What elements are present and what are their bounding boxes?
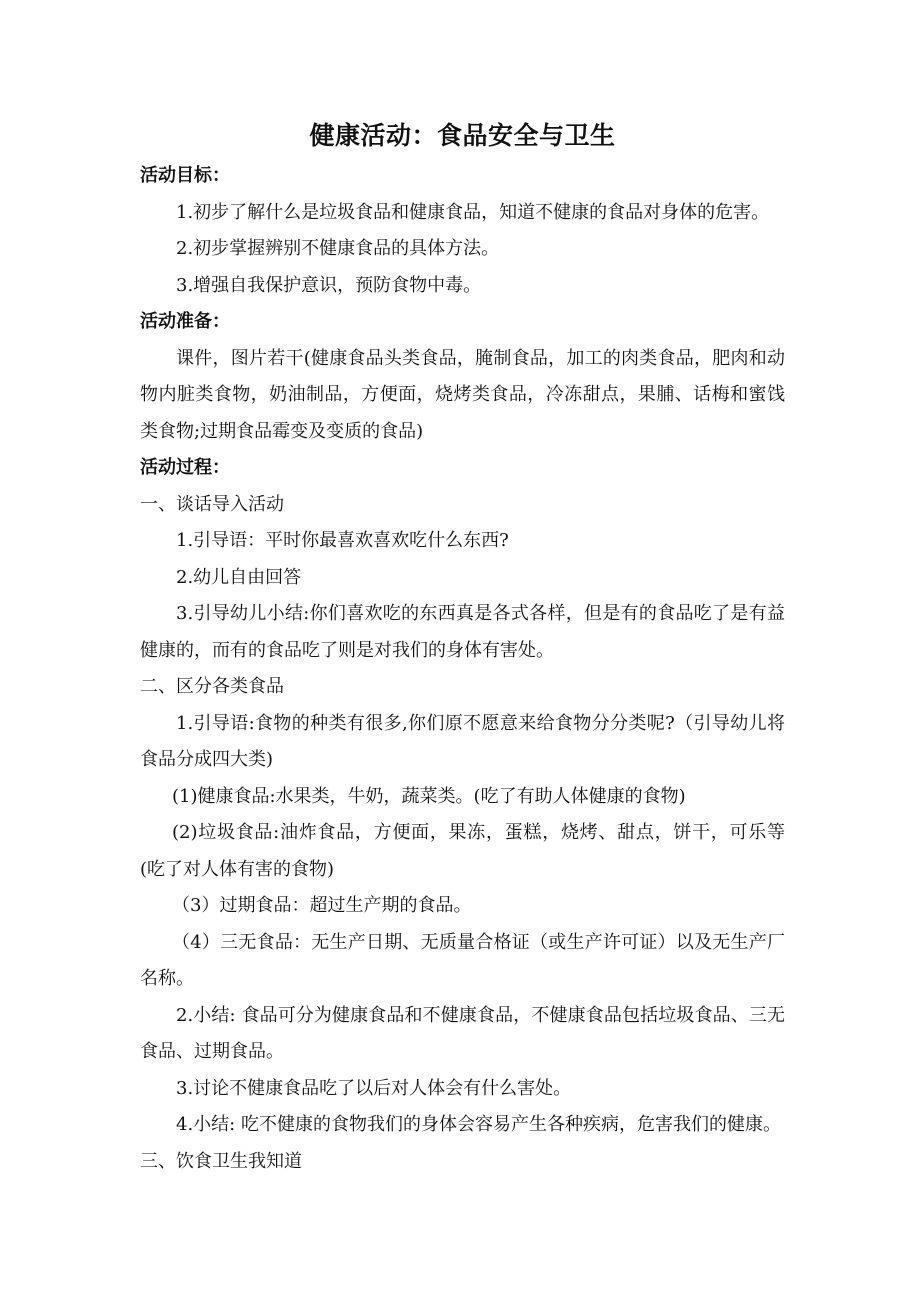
process-item: 1.引导语：平时你最喜欢喜欢吃什么东西? xyxy=(176,530,509,551)
process-item: 2.幼儿自由回答 xyxy=(176,566,302,588)
process-item: 3.讨论不健康食品吃了以后对人体会有什么害处。 xyxy=(176,1077,572,1099)
document-body xyxy=(140,118,785,1180)
category-item: （3）过期食品：超过生产期的食品。 xyxy=(172,895,472,916)
process-item: 2.小结: 食品可分为健康食品和不健康食品，不健康食品包括垃圾食品、三无食品、过期食品。 xyxy=(140,1004,785,1062)
section-title: 三、饮食卫生我知道 xyxy=(140,1150,302,1172)
goal-item: 3.增强自我保护意识，预防食物中毒。 xyxy=(176,274,482,296)
prep-text: 课件，图片若干(健康食品头类食品，腌制食品，加工的肉类食品，肥肉和动物内脏类食物，奶油制品，方便面，烧烤类食品，冷冻甜点，果脯、话梅和蜜饯类食物;过期食品霉变及变质的食品) xyxy=(140,347,785,442)
category-item: （4）三无食品：无生产日期、无质量合格证（或生产许可证）以及无生产厂名称。 xyxy=(140,931,785,989)
goal-item: 1.初步了解什么是垃圾食品和健康食品，知道不健康的食品对身体的危害。 xyxy=(176,201,770,223)
process-item: 3.引导幼儿小结:你们喜欢吃的东西真是各式各样，但是有的食品吃了是有益健康的，而有的食品吃了则是对我们的身体有害处。 xyxy=(140,603,785,661)
category-item: (1)健康食品:水果类，牛奶，蔬菜类。(吃了有助人体健康的食物) xyxy=(172,785,686,807)
process-item: 1.引导语:食物的种类有很多,你们原不愿意来给食物分分类呢?（引导幼儿将食品分成四大类) xyxy=(140,712,785,770)
document-title: 健康活动：食品安全与卫生 xyxy=(309,121,616,150)
section-title: 二、区分各类食品 xyxy=(140,676,284,697)
section-title: 一、谈话导入活动 xyxy=(140,493,284,515)
goals-heading: 活动目标： xyxy=(140,165,230,186)
prep-heading: 活动准备： xyxy=(140,311,230,332)
process-item: 4.小结: 吃不健康的食物我们的身体会容易产生各种疾病，危害我们的健康。 xyxy=(176,1114,781,1135)
goal-item: 2.初步掌握辨别不健康食品的具体方法。 xyxy=(176,238,500,259)
process-heading: 活动过程： xyxy=(140,457,230,478)
category-item: (2)垃圾食品:油炸食品，方便面，果冻，蛋糕，烧烤、甜点，饼干，可乐等(吃了对人体有害的食物) xyxy=(140,822,785,880)
